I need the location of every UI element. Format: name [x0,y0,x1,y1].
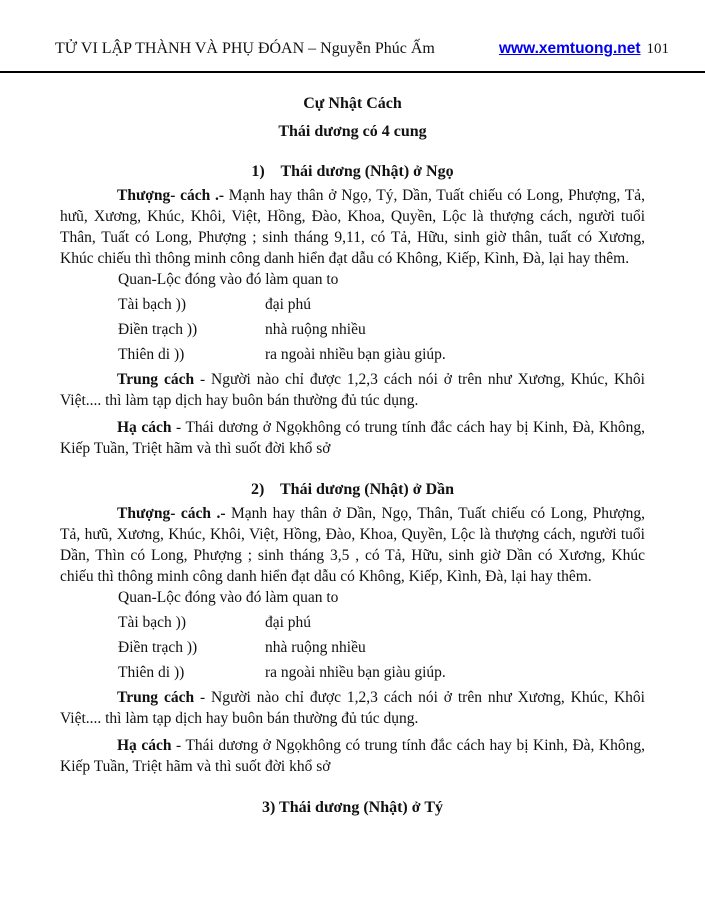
list-item [118,294,645,315]
page-number: 101 [646,41,669,57]
trung-cach-paragraph [60,369,645,411]
thuong-cach-body: Mạnh hay thân ở Dần, Ngọ, Thân, Tuất chiếu có Long, Phượng, Tả, hưũ, Xương, Khúc, Khôi, Việt, Hồng, Đào, Khoa, Quyền, Lộc là thượng cách, người tuổi Dần, Thìn có Long, Phượng ; sinh tháng 3,5 , có Tả, Hữu, sinh giờ Dần có Xương, Khúc chiếu thì thông minh công danh hiển đạt dẫu có Không, Kiếp, Kình, Đà, lại hay thêm. [60,505,646,585]
list-item-label: Điền trạch )) [118,321,198,338]
ha-cach-paragraph [60,417,645,459]
section-heading-3: 3) Thái dương (Nhật) ở Tý [262,799,443,816]
ha-cach-body: - Thái dương ở Ngọkhông có trung tính đắc cách hay bị Kinh, Đà, Không, Kiếp Tuần, Triệt hãm và thì suốt đời khổ sở [60,419,646,457]
list-item [118,344,645,365]
thuong-cach-lead: Thượng- cách .- [117,505,226,522]
list-item-label: Tài bạch )) [118,296,186,313]
document-subtitle: Thái dương có 4 cung [278,123,427,140]
website-link[interactable]: www.xemtuong.net [498,40,641,57]
trung-cach-lead: Trung cách [117,371,195,388]
list-item-label: Điền trạch )) [118,639,198,656]
section-heading-1: 1) Thái dương (Nhật) ở Ngọ [251,163,454,180]
list-item-label: Thiên di )) [118,664,185,681]
list-item [118,612,645,633]
ha-cach-paragraph [60,735,645,777]
thuong-cach-paragraph [60,503,645,587]
trung-cach-body: - Người nào chỉ được 1,2,3 cách nói ở trên như Xương, Khúc, Khôi Việt.... thì làm tạp dịch hay buôn bán thường đủ túc dụng. [60,689,645,727]
document-title: Cự Nhật Cách [303,95,402,112]
ha-cach-lead: Hạ cách [117,737,172,754]
list-item-value: ra ngoài nhiều bạn giàu giúp. [265,664,446,681]
section-dan [0,479,705,777]
quan-loc-line: Quan-Lộc đóng vào đó làm quan to [118,589,339,606]
book-title: TỬ VI LẬP THÀNH VÀ PHỤ ĐÓAN – Nguyễn Phúc Ấm [55,40,435,57]
list-item [118,662,645,683]
header-right [499,38,669,60]
trung-cach-body: - Người nào chỉ được 1,2,3 cách nói ở trên như Xương, Khúc, Khôi Việt.... thì làm tạp dịch hay buôn bán thường đủ túc dụng. [60,371,645,409]
thuong-cach-paragraph [60,185,645,269]
list-item-label: Thiên di )) [118,346,185,363]
header-divider [0,71,705,73]
trung-cach-lead: Trung cách [117,689,195,706]
thuong-cach-body: Mạnh hay thân ở Ngọ, Tý, Dần, Tuất chiếu có Long, Phượng, Tả, hưũ, Xương, Khúc, Khôi, Việt, Hồng, Đào, Khoa, Quyền, Lộc là thượng cách, người tuổi Thân, Tuất có Long, Phượng ; sinh tháng 9,11, có Tả, Hữu, sinh giờ thân, tuất có Xương, Khúc chiếu thì thông minh công danh hiển đạt dẫu có Không, Kiếp, Kình, Đà, lại hay thêm. [60,187,645,267]
thuong-cach-lead: Thượng- cách .- [117,187,225,204]
list-item-value: nhà ruộng nhiều [265,639,366,656]
ha-cach-lead: Hạ cách [117,419,172,436]
list-item-value: đại phú [265,614,312,631]
section-heading-2: 2) Thái dương (Nhật) ở Dần [250,481,455,498]
list-item-label: Tài bạch )) [118,614,186,631]
list-item [118,319,645,340]
list-item-value: ra ngoài nhiều bạn giàu giúp. [265,346,446,363]
list-item-value: nhà ruộng nhiều [265,321,366,338]
section-ngo [0,161,705,459]
list-item-value: đại phú [265,296,312,313]
ha-cach-body: - Thái dương ở Ngọkhông có trung tính đắc cách hay bị Kinh, Đà, Không, Kiếp Tuần, Triệt hãm và thì suốt đời khổ sở [60,737,646,775]
list-item [118,637,645,658]
page-header [0,0,705,60]
trung-cach-paragraph [60,687,645,729]
quan-loc-line: Quan-Lộc đóng vào đó làm quan to [118,271,339,288]
